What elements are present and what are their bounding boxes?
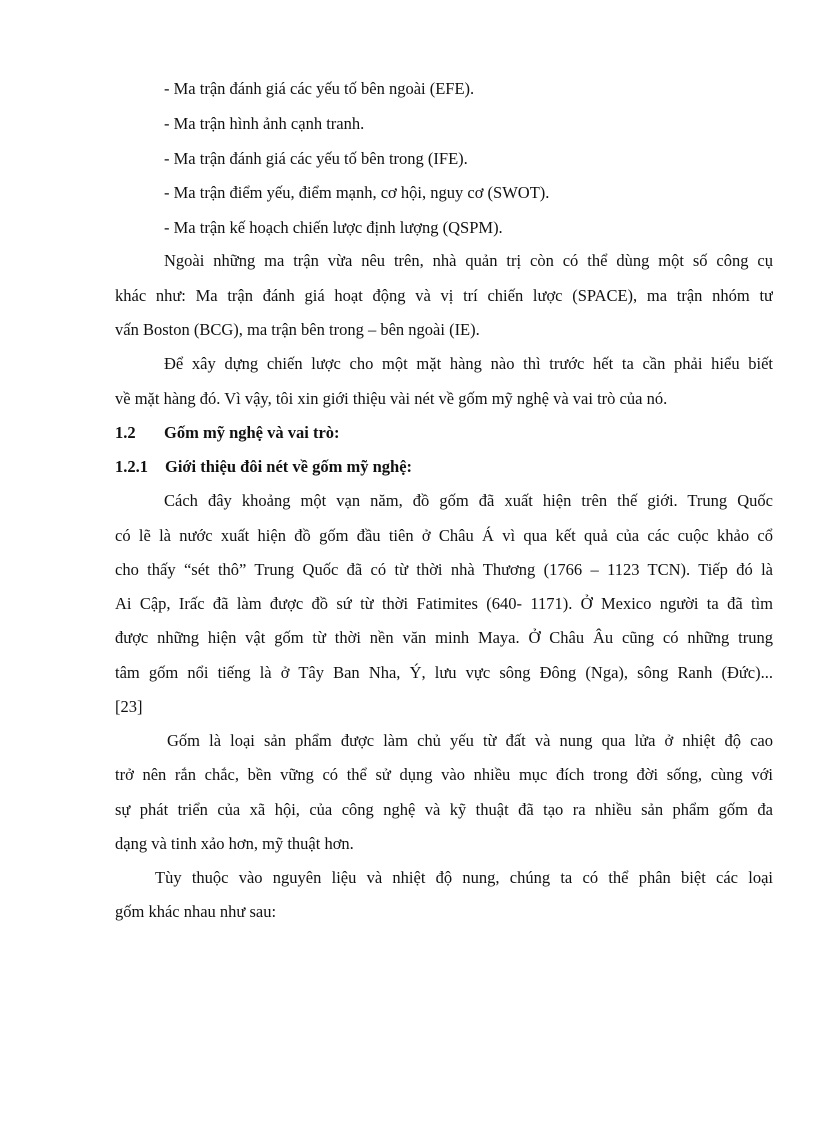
subsection-title: Giới thiệu đôi nét về gốm mỹ nghệ:: [165, 457, 413, 476]
para-tools-line-1: Ngoài những ma trận vừa nêu trên, nhà quản trị còn có thể dùng một số công cụ: [164, 251, 773, 270]
para-tools-line-2: khác như: Ma trận đánh giá hoạt động và vị trí chiến lược (SPACE), ma trận nhóm tư: [115, 286, 773, 305]
para-history-line-3: cho thấy “sét thô” Trung Quốc đã có từ thời nhà Thương (1766 – 1123 TCN). Tiếp đó là: [115, 560, 773, 579]
bullet-swot: - Ma trận điểm yếu, điểm mạnh, cơ hội, nguy cơ (SWOT).: [164, 183, 550, 202]
citation-23: [23]: [115, 697, 143, 716]
para-history-line-2: có lẽ là nước xuất hiện đồ gốm đầu tiên ở Châu Á vì qua kết quả của các cuộc khảo cổ: [115, 526, 773, 545]
para-types-line-2: gốm khác nhau như sau:: [115, 902, 277, 921]
para-definition-line-3: sự phát triển của xã hội, của công nghệ và kỹ thuật đã tạo ra nhiều sản phẩm gốm đa: [115, 800, 773, 819]
section-title: Gốm mỹ nghệ và vai trò:: [164, 423, 340, 442]
bullet-competitive-profile: - Ma trận hình ảnh cạnh tranh.: [164, 114, 365, 133]
para-history-line-5: được những hiện vật gốm từ thời nền văn minh Maya. Ở Châu Âu cũng có những trung: [115, 628, 773, 647]
para-history-line-4: Ai Cập, Irấc đã làm được đồ sứ từ thời Fatimites (640- 1171). Ở Mexico người ta đã tìm: [115, 594, 773, 613]
para-intro-line-1: Để xây dựng chiến lược cho một mặt hàng nào thì trước hết ta cần phải hiểu biết: [164, 354, 773, 373]
para-definition-line-1: Gốm là loại sản phẩm được làm chủ yếu từ đất và nung qua lửa ở nhiệt độ cao: [167, 731, 773, 750]
bullet-ife: - Ma trận đánh giá các yếu tố bên trong (IFE).: [164, 149, 468, 168]
para-definition-line-2: trở nên rắn chắc, bền vững có thể sử dụng vào nhiều mục đích trong đời sống, cùng với: [115, 765, 773, 784]
subsection-number: 1.2.1: [115, 457, 148, 476]
para-intro-line-2: về mặt hàng đó. Vì vậy, tôi xin giới thiệu vài nét về gốm mỹ nghệ và vai trò của nó.: [115, 389, 668, 408]
para-history-line-6: tâm gốm nổi tiếng là ở Tây Ban Nha, Ý, lưu vực sông Đông (Nga), sông Ranh (Đức)...: [115, 663, 773, 682]
bullet-efe: - Ma trận đánh giá các yếu tố bên ngoài (EFE).: [164, 79, 475, 98]
para-definition-line-4: dạng và tinh xảo hơn, mỹ thuật hơn.: [115, 834, 354, 853]
para-tools-line-3: vấn Boston (BCG), ma trận bên trong – bên ngoài (IE).: [115, 320, 480, 339]
para-history-line-1: Cách đây khoảng một vạn năm, đồ gốm đã xuất hiện trên thế giới. Trung Quốc: [164, 491, 773, 510]
bullet-qspm: - Ma trận kế hoạch chiến lược định lượng (QSPM).: [164, 218, 503, 237]
para-types-line-1: Tùy thuộc vào nguyên liệu và nhiệt độ nung, chúng ta có thể phân biệt các loại: [155, 868, 773, 887]
section-number: 1.2: [115, 423, 136, 442]
